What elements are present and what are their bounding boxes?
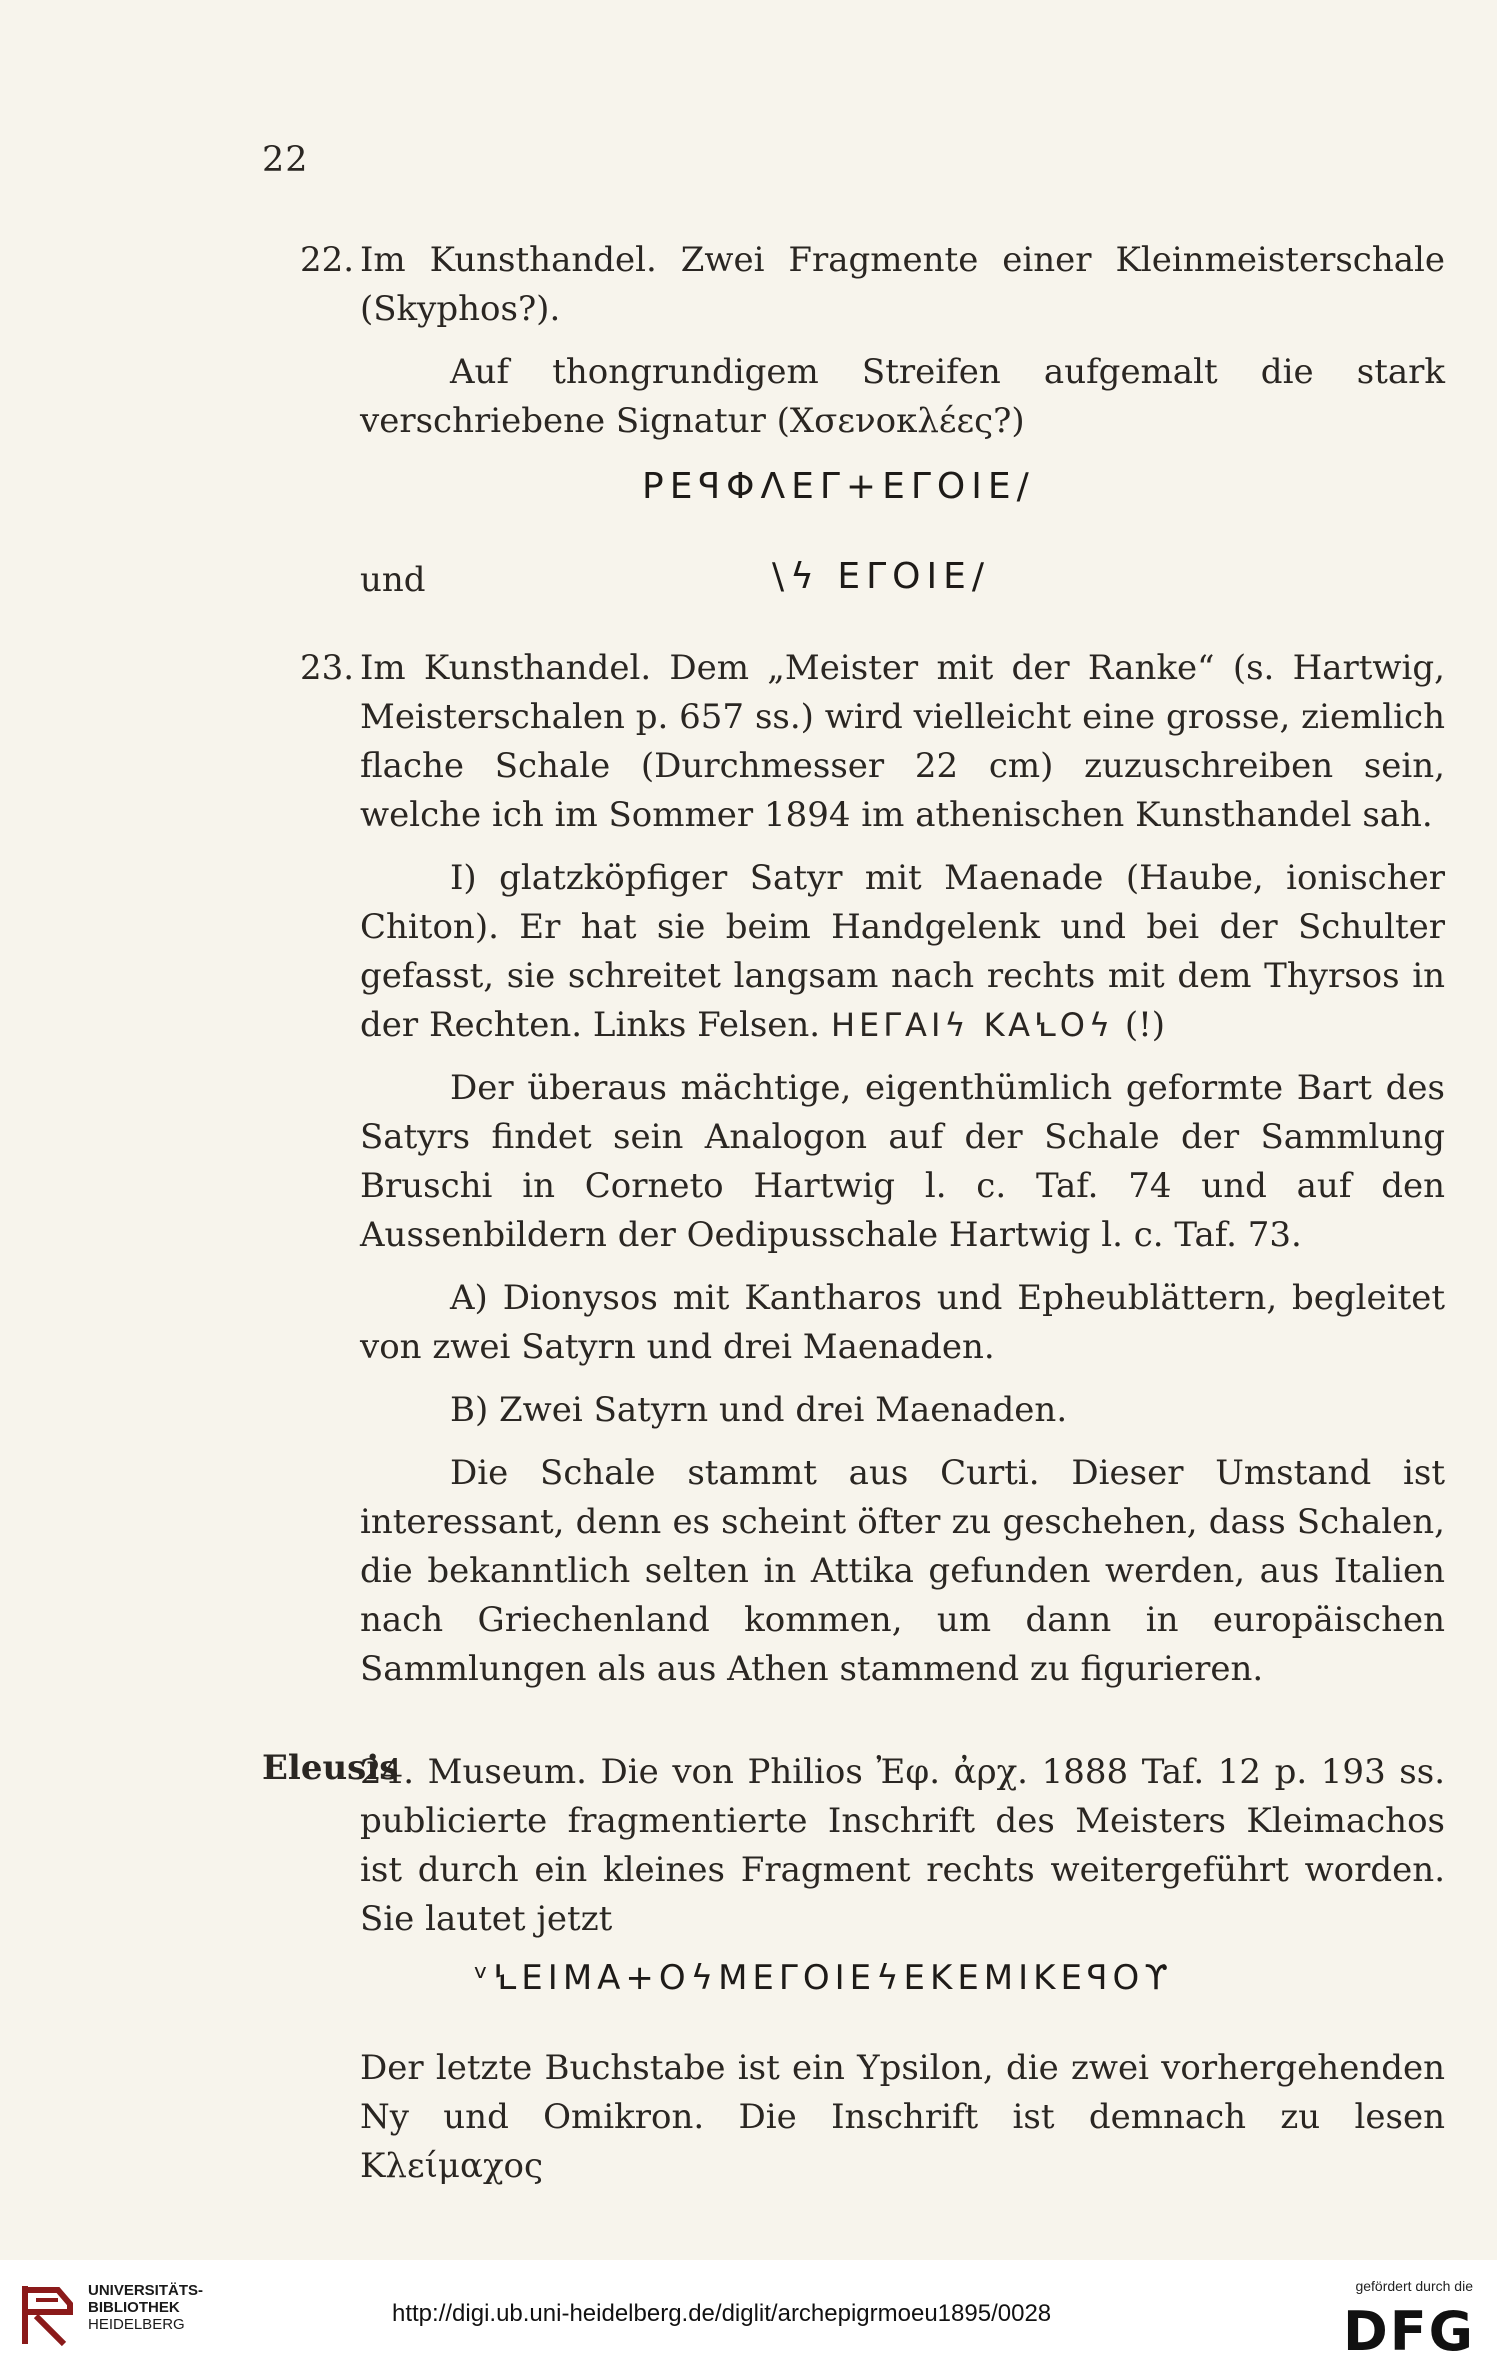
library-name: UNIVERSITÄTS- BIBLIOTHEK HEIDELBERG <box>88 2282 204 2333</box>
source-url-link[interactable]: http://digi.ub.uni-heidelberg.de/diglit/archepigrmoeu1895/0028 <box>392 2300 1052 2327</box>
paragraph: Der letzte Buchstabe ist ein Ypsilon, die zwei vorhergehenden Ny und Omikron. Die Inschrift ist demnach zu lesen Κλείμαχος <box>360 2048 1445 2186</box>
library-logo-icon <box>18 2282 76 2348</box>
item-24-final <box>360 2044 1445 2191</box>
item-number: 22. <box>300 240 355 280</box>
item-heading: Im Kunsthandel. Zwei Fragmente einer Kleinmeisterschale (Skyphos?). <box>360 240 1445 329</box>
paragraph: Der überaus mächtige, eigenthümlich geformte Bart des Satyrs findet sein Analogon auf der Schale der Sammlung Bruschi in Corneto Hartwig l. c. Taf. 74 und auf den Aussenbildern der Oedipusschale Hartwig l. c. Taf. 73. <box>360 1068 1445 1255</box>
margin-place-label: Eleusis <box>262 1748 399 1788</box>
paragraph: Im Kunsthandel. Dem „Meister mit der Ranke“ (s. Hartwig, Meisterschalen p. 657 ss.) wird vielleicht eine grosse, ziemlich flache Schale (Durchmesser 22 cm) zuzuschreiben sein, welche ich im Sommer 1894 im athenischen Kunsthandel sah. <box>360 648 1445 835</box>
paragraph: B) Zwei Satyrn und drei Maenaden. <box>450 1390 1068 1430</box>
greek-inscription: ᵛꝆEIMA+OϟMEΓOIEϟEKEMIKEꟼOϒ <box>474 1958 1173 1998</box>
paragraph: I) glatzköpfiger Satyr mit Maenade (Haube, ionischer Chiton). Er hat sie beim Handgelenk und bei der Schulter gefasst, sie schreitet langsam nach rechts mit dem Thyrsos in der Rechten. Links Felsen. HEΓAIϟ KAꝆOϟ (!) <box>360 858 1445 1045</box>
paragraph: Die Schale stammt aus Curti. Dieser Umstand ist interessant, denn es scheint öfter zu geschehen, dass Schalen, die bekanntlich selten in Attika gefunden werden, aus Italien nach Griechenland kommen, um dann in europäischen Sammlungen als aus Athen stammend zu figurieren. <box>360 1453 1445 1689</box>
item-23 <box>300 644 1445 1694</box>
paragraph: A) Dionysos mit Kantharos und Epheublättern, begleitet von zwei Satyrn und drei Maenaden. <box>360 1278 1445 1367</box>
greek-inscription: HEΓAIϟ KAꝆOϟ <box>830 1006 1115 1044</box>
paragraph: Auf thongrundigem Streifen aufgemalt die stark verschriebene Signatur (Χσενοκλέες?) <box>360 352 1445 441</box>
funded-by-label: gefördert durch die <box>1355 2278 1473 2294</box>
paragraph: 24. Museum. Die von Philios Ἐφ. ἀρχ. 1888 Taf. 12 p. 193 ss. publicierte fragmentierte Inschrift des Meisters Kleimachos ist durch ein kleines Fragment rechts weitergeführt worden. Sie lautet jetzt <box>360 1752 1445 1939</box>
item-24 <box>360 1748 1445 1944</box>
footer-bar <box>0 2260 1497 2374</box>
item-number: 23. <box>300 648 355 688</box>
und-label: und <box>360 560 426 600</box>
page-number: 22 <box>262 140 309 180</box>
item-22 <box>300 236 1445 446</box>
greek-inscription: PEꟼΦΛEΓ+EΓOIE/ <box>642 466 1035 507</box>
dfg-logo: DFG <box>1342 2300 1475 2363</box>
greek-inscription: \ϟ EΓOIE/ <box>772 556 990 597</box>
